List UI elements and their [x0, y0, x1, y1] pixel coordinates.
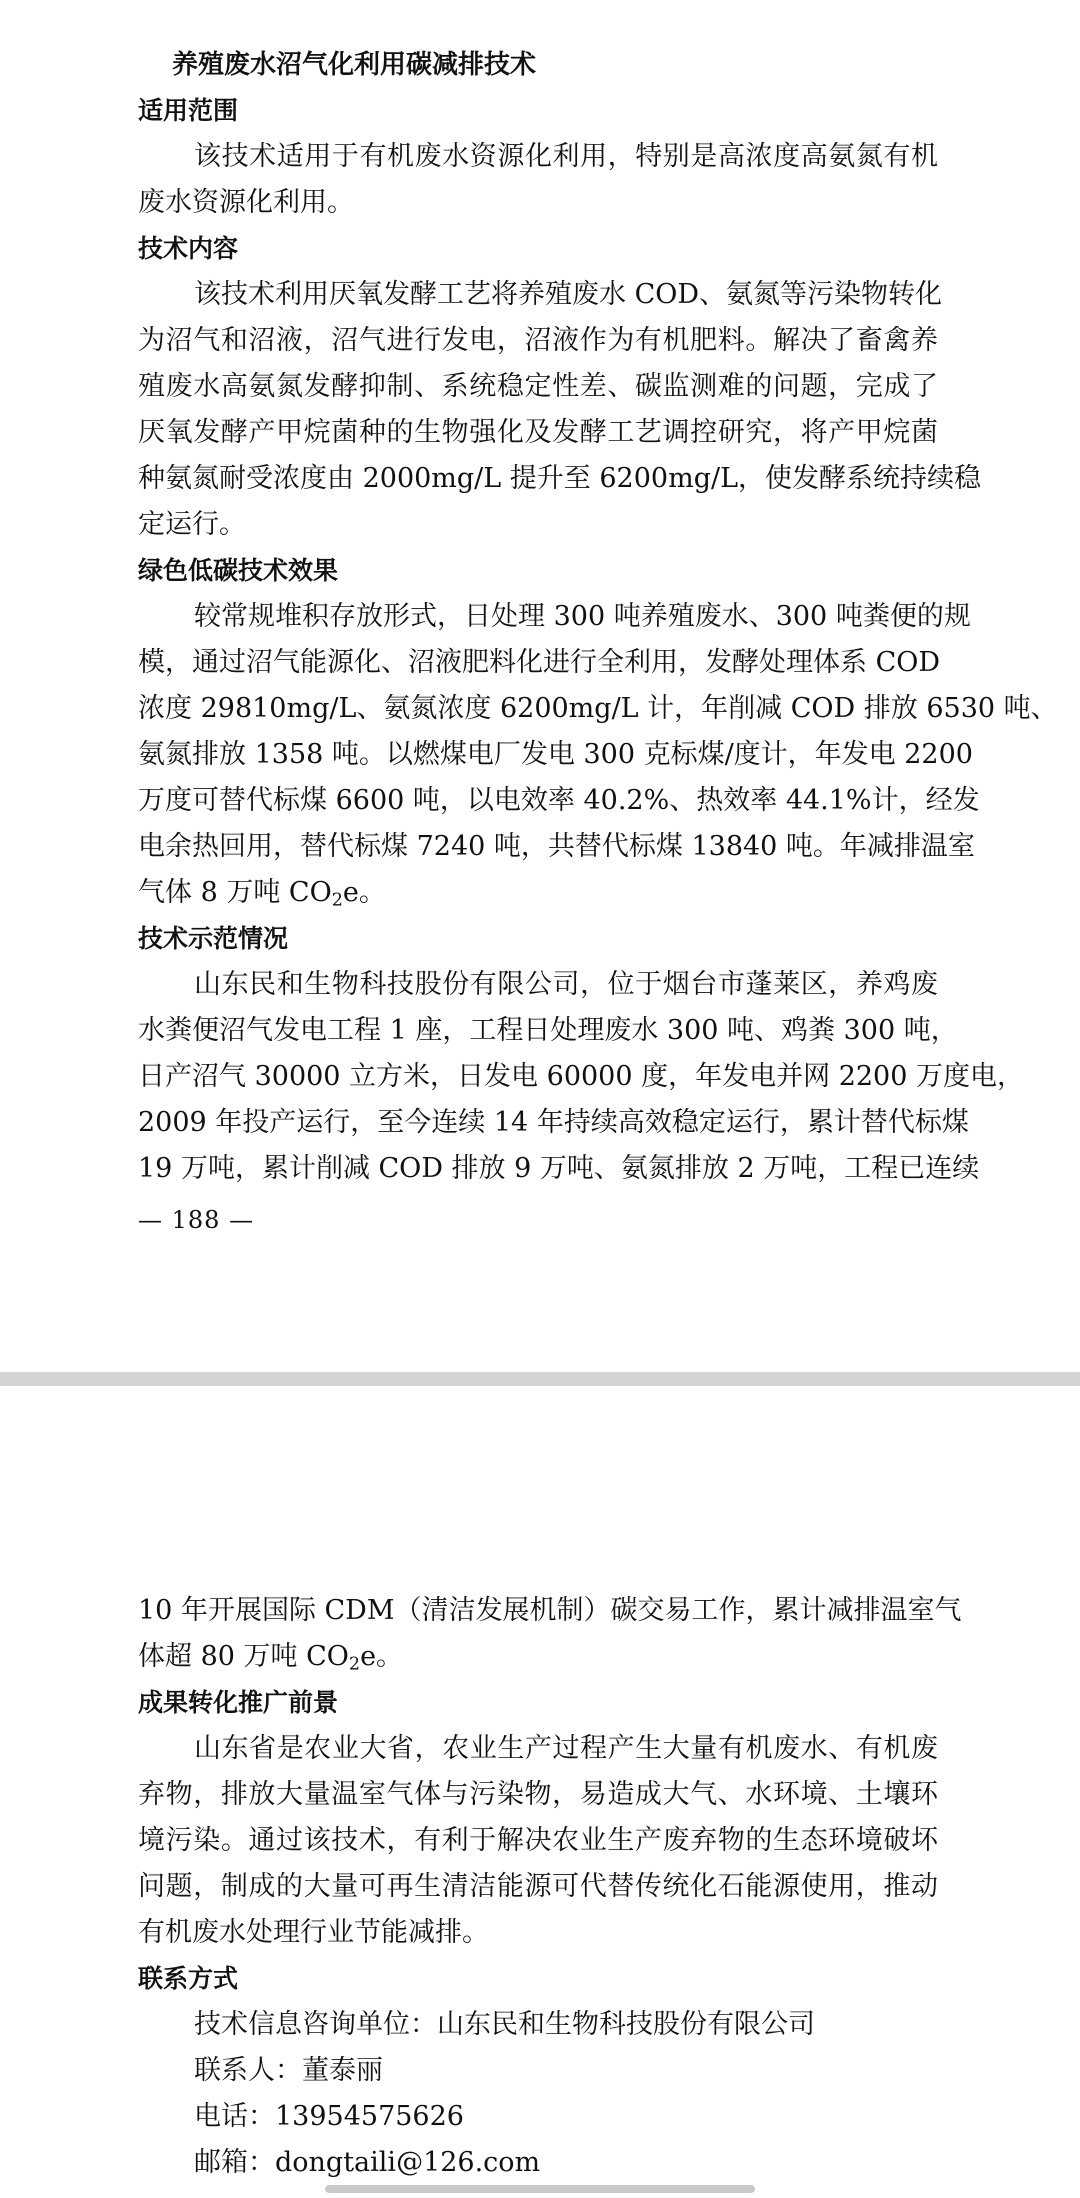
paragraph-line: 该技术适用于有机废水资源化利用，特别是高浓度高氨氮有机	[194, 141, 938, 172]
contact-email: 邮箱：dongtaili@126.com	[194, 2147, 541, 2178]
paragraph-line: 19 万吨，累计削减 COD 排放 9 万吨、氨氮排放 2 万吨，工程已连续	[138, 1153, 980, 1184]
paragraph-line: 2009 年投产运行，至今连续 14 年持续高效稳定运行，累计替代标煤	[138, 1107, 969, 1138]
section-heading-prospect: 成果转化推广前景	[138, 1688, 339, 1717]
section-heading-content: 技术内容	[138, 234, 239, 263]
paragraph-line: 万度可替代标煤 6600 吨，以电效率 40.2%、热效率 44.1%计，经发	[138, 785, 980, 816]
paragraph-line: 浓度 29810mg/L、氨氮浓度 6200mg/L 计，年削减 COD 排放 6530 吨、	[138, 693, 1058, 724]
section-heading-scope: 适用范围	[138, 96, 239, 125]
paragraph-line	[138, 1634, 938, 1680]
section-heading-demo: 技术示范情况	[138, 924, 289, 953]
paragraph-line: 日产沼气 30000 立方米，日发电 60000 度，年发电并网 2200 万度电，	[138, 1061, 1024, 1092]
document-page-2	[0, 1386, 1080, 2198]
document-title: 养殖废水沼气化利用碳减排技术	[172, 50, 537, 80]
paragraph-line: 该技术利用厌氧发酵工艺将养殖废水 COD、氨氮等污染物转化	[194, 279, 943, 310]
subscript: 2	[348, 1654, 361, 1675]
section-heading-contact: 联系方式	[138, 1964, 239, 1993]
section-heading-effect: 绿色低碳技术效果	[138, 556, 339, 585]
text-run: e。	[342, 877, 386, 908]
paragraph-line: 有机废水处理行业节能减排。	[138, 1917, 489, 1948]
paragraph-line: 殖废水高氨氮发酵抑制、系统稳定性差、碳监测难的问题，完成了	[138, 371, 938, 402]
contact-phone: 电话：13954575626	[194, 2101, 464, 2132]
text-run: e。	[360, 1641, 404, 1672]
paragraph-line: 定运行。	[138, 509, 246, 540]
page-number: — 188 —	[138, 1206, 255, 1234]
paragraph-line: 模，通过沼气能源化、沼液肥料化进行全利用，发酵处理体系 COD	[138, 647, 941, 678]
paragraph-line	[138, 870, 938, 916]
paragraph-line: 种氨氮耐受浓度由 2000mg/L 提升至 6200mg/L，使发酵系统持续稳	[138, 463, 981, 494]
contact-person: 联系人：董泰丽	[194, 2055, 383, 2086]
paragraph-line: 山东民和生物科技股份有限公司，位于烟台市蓬莱区，养鸡废	[194, 969, 938, 1000]
paragraph-line: 电余热回用，替代标煤 7240 吨，共替代标煤 13840 吨。年减排温室	[138, 831, 975, 862]
paragraph-line: 较常规堆积存放形式，日处理 300 吨养殖废水、300 吨粪便的规	[194, 601, 971, 632]
text-run: 体超 80 万吨 CO	[138, 1641, 349, 1672]
paragraph-line: 氨氮排放 1358 吨。以燃煤电厂发电 300 克标煤/度计，年发电 2200	[138, 739, 973, 770]
paragraph-line: 水粪便沼气发电工程 1 座，工程日处理废水 300 吨、鸡粪 300 吨，	[138, 1015, 958, 1046]
home-indicator[interactable]	[325, 2185, 755, 2193]
contact-unit: 技术信息咨询单位：山东民和生物科技股份有限公司	[194, 2009, 815, 2040]
paragraph-line: 问题，制成的大量可再生清洁能源可代替传统化石能源使用，推动	[138, 1871, 938, 1902]
paragraph-line: 弃物，排放大量温室气体与污染物，易造成大气、水环境、土壤环	[138, 1779, 938, 1810]
paragraph-line: 厌氧发酵产甲烷菌种的生物强化及发酵工艺调控研究，将产甲烷菌	[138, 417, 938, 448]
paragraph-line: 境污染。通过该技术，有利于解决农业生产废弃物的生态环境破坏	[138, 1825, 938, 1856]
subscript: 2	[331, 890, 343, 911]
page-separator	[0, 1372, 1080, 1386]
paragraph-line: 山东省是农业大省，农业生产过程产生大量有机废水、有机废	[194, 1733, 938, 1764]
text-run: 气体 8 万吨 CO	[138, 877, 332, 908]
paragraph-line: 废水资源化利用。	[138, 187, 354, 218]
paragraph-line: 为沼气和沼液，沼气进行发电，沼液作为有机肥料。解决了畜禽养	[138, 325, 938, 356]
paragraph-line: 10 年开展国际 CDM（清洁发展机制）碳交易工作，累计减排温室气	[138, 1595, 962, 1626]
